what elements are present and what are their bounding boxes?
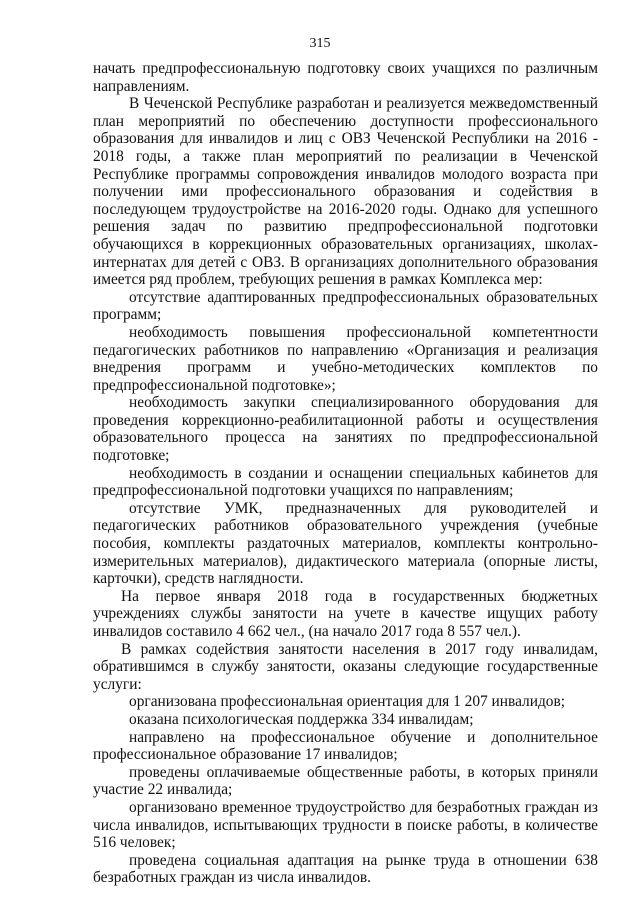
list-item: отсутствие УМК, предназначенных для руководителей и педагогических работников образовательного учреждения (учебные пособия, комплекты раздаточных материалов, комплекты контрольно-измерительных материалов), дидактического материала (опорные листы, карточки), средств наглядности.	[93, 499, 598, 588]
list-item: необходимость закупки специализированного оборудования для проведения коррекционно-реабилитационной работы и осуществления образовательного процесса на занятиях по предпрофессиональной подготовке;	[93, 394, 598, 465]
paragraph-continuation: начать предпрофессиональную подготовку своих учащихся по различным направлениям.	[93, 60, 598, 95]
list-item: направлено на профессиональное обучение и дополнительное профессиональное образование 17 инвалидов;	[93, 728, 598, 764]
list-item: оказана психологическая поддержка 334 инвалидам;	[129, 710, 474, 728]
list-item: организована профессиональная ориентация для 1 207 инвалидов;	[129, 693, 566, 711]
page-number: 315	[309, 36, 331, 51]
list-item: отсутствие адаптированных предпрофессиональных образовательных программ;	[93, 288, 598, 324]
paragraph-statistics: На первое января 2018 года в государственных бюджетных учреждениях службы занятости на учете в качестве ищущих работу инвалидов составило 4 662 чел., (на начало 2017 года 8 557 чел.).	[93, 587, 598, 640]
list-item: проведена социальная адаптация на рынке труда в отношении 638 безработных граждан из числа инвалидов.	[93, 851, 598, 887]
list-item: необходимость в создании и оснащении специальных кабинетов для предпрофессиональной подготовки учащихся по направлениям;	[93, 464, 598, 500]
list-item: организовано временное трудоустройство для безработных граждан из числа инвалидов, испытывающих трудности в поиске работы, в количестве 516 человек;	[93, 798, 598, 852]
paragraph-services-intro: В рамках содействия занятости населения в 2017 году инвалидам, обратившимся в службу занятости, оказаны следующие государственные услуги:	[93, 640, 598, 693]
list-item: необходимость повышения профессиональной компетентности педагогических работников по направлению «Организация и реализация внедрения программ и учебно-методических комплектов по предпрофессиональной подготовке»;	[93, 323, 598, 394]
body-text	[93, 60, 598, 887]
list-item: проведены оплачиваемые общественные работы, в которых приняли участие 22 инвалида;	[93, 763, 598, 799]
paragraph-intro: В Чеченской Республике разработан и реализуется межведомственный план мероприятий по обеспечению доступности профессионального образования для инвалидов и лиц с ОВЗ Чеченской Республики на 2016 - 2018 годы, а также план мероприятий по реализации в Чеченской Республике программы сопровождения инвалидов молодого возраста при получении ими профессионального образования и содействия в последующем трудоустройстве на 2016-2020 годы. Однако для успешного решения задач по развитию предпрофессиональной подготовки обучающихся в коррекционных образовательных организациях, школах-интернатах для детей с ОВЗ. В организациях дополнительного образования имеется ряд проблем, требующих решения в рамках Комплекса мер:	[93, 95, 598, 289]
